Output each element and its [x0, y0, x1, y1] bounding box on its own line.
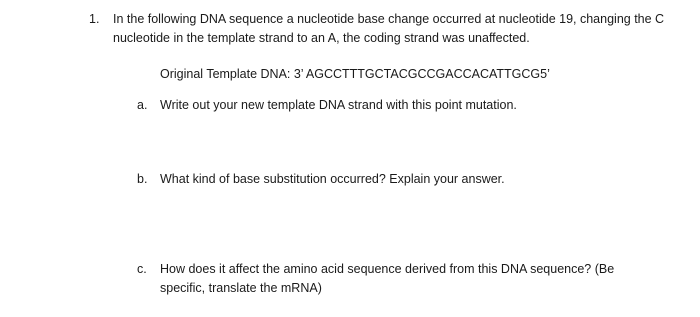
part-c-letter: c.: [137, 262, 147, 276]
part-a-text: Write out your new template DNA strand with this point mutation.: [160, 98, 517, 112]
part-b-text: What kind of base substitution occurred? Explain your answer.: [160, 172, 505, 186]
part-b-letter: b.: [137, 172, 148, 186]
part-c-text: How does it affect the amino acid sequence derived from this DNA sequence? (Be specific, translate the mRNA): [160, 262, 615, 295]
question-text: In the following DNA sequence a nucleotide base change occurred at nucleotide 19, changing the C nucleotide in the template strand to an A, the coding strand was unaffected.: [113, 12, 665, 45]
part-a-letter: a.: [137, 98, 148, 112]
original-template-dna: Original Template DNA: 3’ AGCCTTTGCTACGCCGACCACATTGCG5’: [160, 67, 550, 81]
question-number: 1.: [89, 12, 100, 26]
